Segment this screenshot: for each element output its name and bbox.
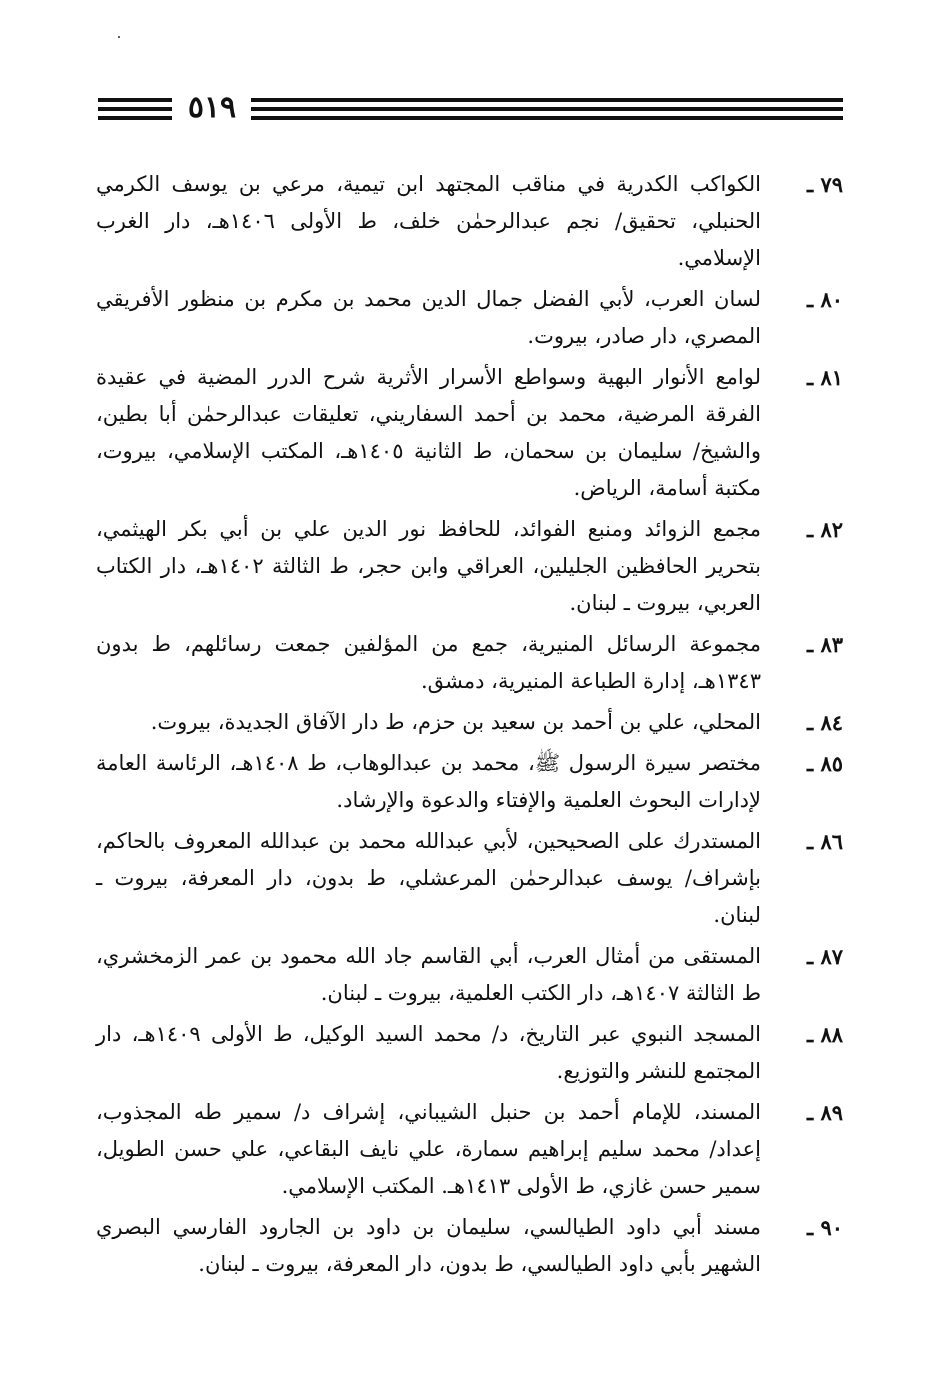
list-item [96,166,843,277]
list-item [96,745,843,819]
list-item [96,704,843,741]
list-item [96,1094,843,1205]
entry-number: ٨٢ ـ [806,517,843,542]
entry-number: ٨٥ ـ [806,751,843,776]
entry-number: ٨٧ ـ [806,944,843,969]
entry-text: المحلي، علي بن أحمد بن سعيد بن حزم، ط دار الآفاق الجديدة، بيروت. [150,710,761,734]
list-item [96,626,843,700]
entry-number: ٨٩ ـ [806,1100,843,1125]
entry-text: المستقى من أمثال العرب، أبي القاسم جاد الله محمود بن عمر الزمخشري، ط الثالثة ١٤٠٧هـ، دار الكتب العلمية، بيروت ـ لبنان. [96,944,761,1005]
list-item [96,823,843,934]
entry-text: مسند أبي داود الطيالسي، سليمان بن داود بن الجارود الفارسي البصري الشهير بأبي داود الطيالسي، ط بدون، دار المعرفة، بيروت ـ لبنان. [96,1215,761,1276]
list-item [96,359,843,507]
entry-number: ٨٦ ـ [806,829,843,854]
entry-number: ٨١ ـ [806,365,843,390]
entry-number: ٩٠ ـ [806,1215,843,1240]
list-item [96,1016,843,1090]
header-rule-right [251,98,843,120]
scan-speck [118,36,120,38]
entry-text: مجمع الزوائد ومنبع الفوائد، للحافظ نور الدين علي بن أبي بكر الهيثمي، بتحرير الحافظين الجليلين، العراقي وابن حجر، ط الثالثة ١٤٠٢هـ، دار الكتاب العربي، بيروت ـ لبنان. [96,517,761,615]
entry-number: ٧٩ ـ [806,172,843,197]
entry-text: مختصر سيرة الرسول ﷺ، محمد بن عبدالوهاب، ط ١٤٠٨هـ، الرئاسة العامة لإدارات البحوث العلمية والإفتاء والدعوة والإرشاد. [96,751,761,812]
list-item [96,938,843,1012]
entry-text: الكواكب الكدرية في مناقب المجتهد ابن تيمية، مرعي بن يوسف الكرمي الحنبلي، تحقيق/ نجم عبدالرحمٰن خلف، ط الأولى ١٤٠٦هـ، دار الغرب الإسلامي. [96,172,761,270]
list-item [96,1209,843,1283]
entry-text: لوامع الأنوار البهية وسواطع الأسرار الأثرية شرح الدرر المضية في عقيدة الفرقة المرضية، محمد بن أحمد السفاريني، تعليقات عبدالرحمٰن أبا بطين، والشيخ/ سليمان بن سحمان، ط الثانية ١٤٠٥هـ، المكتب الإسلامي، بيروت، مكتبة أسامة، الرياض. [96,365,761,500]
bibliography-list [96,166,843,1287]
list-item [96,281,843,355]
page-number: ٥١٩ [187,90,237,125]
entry-text: المسجد النبوي عبر التاريخ، د/ محمد السيد الوكيل، ط الأولى ١٤٠٩هـ، دار المجتمع للنشر والتوزيع. [96,1022,761,1083]
entry-text: لسان العرب، لأبي الفضل جمال الدين محمد بن مكرم بن منظور الأفريقي المصري، دار صادر، بيروت. [96,287,761,348]
entry-text: مجموعة الرسائل المنيرية، جمع من المؤلفين جمعت رسائلهم، ط بدون ١٣٤٣هـ، إدارة الطباعة المنيرية، دمشق. [96,632,761,693]
entry-number: ٨٠ ـ [806,287,843,312]
entry-text: المسند، للإمام أحمد بن حنبل الشيباني، إشراف د/ سمير طه المجذوب، إعداد/ محمد سليم إبراهيم سمارة، علي نايف البقاعي، علي حسن الطويل، سمير حسن غازي، ط الأولى ١٤١٣هـ. المكتب الإسلامي. [96,1100,761,1198]
header-rule-left [98,98,172,120]
entry-number: ٨٤ ـ [806,710,843,735]
list-item [96,511,843,622]
entry-number: ٨٣ ـ [806,632,843,657]
entry-text: المستدرك على الصحيحين، لأبي عبدالله محمد بن عبدالله المعروف بالحاكم، بإشراف/ يوسف عبدالرحمٰن المرعشلي، ط بدون، دار المعرفة، بيروت ـ لبنان. [96,829,761,927]
entry-number: ٨٨ ـ [806,1022,843,1047]
